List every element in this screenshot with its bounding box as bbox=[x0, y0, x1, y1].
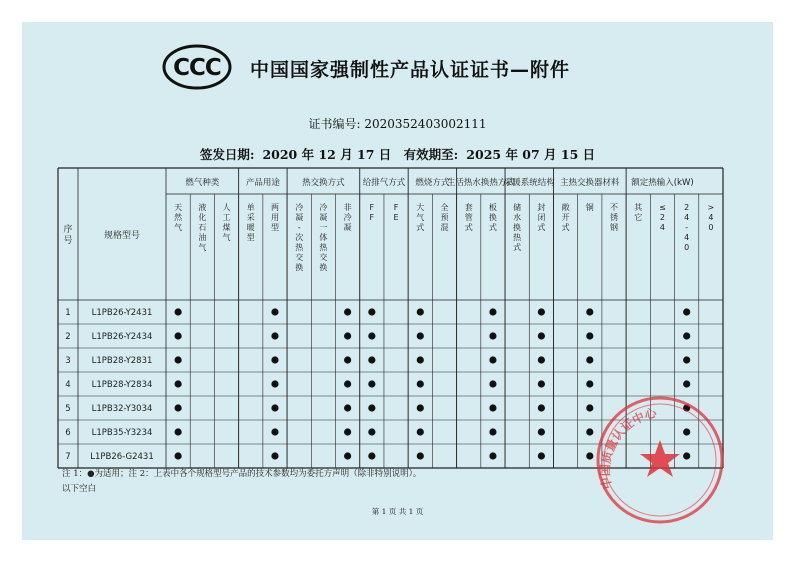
column-subheader: 式 bbox=[464, 223, 473, 232]
column-subheader: 敞 bbox=[561, 203, 570, 212]
applicable-dot bbox=[417, 380, 424, 387]
column-subheader: 暖 bbox=[246, 223, 255, 232]
group-header: 给排气方式 bbox=[362, 178, 406, 188]
applicable-dot bbox=[683, 332, 690, 339]
column-subheader: 混 bbox=[440, 223, 449, 232]
applicable-dot bbox=[538, 428, 545, 435]
column-subheader: E bbox=[393, 213, 399, 222]
applicable-dot bbox=[271, 380, 278, 387]
applicable-dot bbox=[683, 428, 690, 435]
applicable-dot bbox=[538, 308, 545, 315]
column-subheader: F bbox=[369, 203, 375, 212]
column-subheader: 单 bbox=[246, 203, 255, 212]
column-subheader: 热 bbox=[319, 243, 328, 252]
applicable-dot bbox=[538, 356, 545, 363]
column-subheader: 气 bbox=[222, 233, 231, 242]
applicable-dot bbox=[489, 404, 496, 411]
column-subheader: 式 bbox=[488, 223, 497, 232]
svg-text:中国质量认证中心: 中国质量认证中心 bbox=[598, 405, 658, 491]
applicable-dot bbox=[586, 404, 593, 411]
applicable-dot bbox=[175, 428, 182, 435]
applicable-dot bbox=[417, 332, 424, 339]
column-subheader: 封 bbox=[537, 203, 546, 212]
column-subheader: 2 bbox=[659, 213, 666, 222]
column-subheader: F bbox=[393, 203, 399, 212]
column-subheader: 气 bbox=[174, 223, 183, 232]
applicable-dot bbox=[368, 332, 375, 339]
footnote-blank: 以下空白 bbox=[62, 484, 97, 494]
applicable-dot bbox=[368, 404, 375, 411]
row-seq: 6 bbox=[65, 428, 71, 438]
applicable-dot bbox=[344, 452, 351, 459]
column-subheader: 型 bbox=[246, 233, 255, 242]
column-subheader: 工 bbox=[222, 213, 231, 222]
column-subheader: F bbox=[369, 213, 375, 222]
applicable-dot bbox=[489, 428, 496, 435]
column-subheader: 两 bbox=[270, 203, 279, 212]
applicable-dot bbox=[271, 332, 278, 339]
row-model: L1PB35-Y3234 bbox=[91, 428, 153, 438]
row-seq: 7 bbox=[65, 452, 71, 462]
column-subheader: 然 bbox=[174, 213, 183, 222]
column-subheader: 热 bbox=[295, 243, 304, 252]
column-subheader: 套 bbox=[464, 203, 473, 212]
applicable-dot bbox=[489, 332, 496, 339]
footnote: 注 1：●为适用；注 2：上表中各个规格型号产品的技术参数均为委托方声明（除非特别说明）。 bbox=[62, 469, 422, 479]
applicable-dot bbox=[344, 380, 351, 387]
applicable-dot bbox=[489, 308, 496, 315]
group-header: 主热交换器材料 bbox=[560, 178, 620, 188]
applicable-dot bbox=[271, 308, 278, 315]
column-subheader: 气 bbox=[198, 243, 207, 252]
applicable-dot bbox=[489, 380, 496, 387]
column-subheader: 油 bbox=[198, 233, 207, 242]
applicable-dot bbox=[417, 308, 424, 315]
applicable-dot bbox=[683, 452, 690, 459]
applicable-dot bbox=[683, 308, 690, 315]
column-subheader: 式 bbox=[416, 223, 425, 232]
column-subheader: 次 bbox=[295, 233, 304, 242]
column-subheader: 其 bbox=[634, 203, 643, 212]
applicable-dot bbox=[271, 404, 278, 411]
row-model: L1PB28-Y2831 bbox=[91, 356, 153, 366]
column-subheader: 水 bbox=[513, 213, 522, 222]
applicable-dot bbox=[344, 404, 351, 411]
group-header: 产品用途 bbox=[245, 178, 280, 188]
column-subheader: 石 bbox=[198, 223, 207, 232]
applicable-dot bbox=[344, 356, 351, 363]
column-subheader: 冷 bbox=[319, 203, 328, 212]
group-header: 额定热输入(kW) bbox=[631, 178, 694, 188]
column-subheader: 钢 bbox=[610, 223, 619, 232]
row-model: L1PB32-Y3034 bbox=[91, 404, 153, 414]
column-subheader: 4 bbox=[684, 213, 690, 222]
applicable-dot bbox=[344, 308, 351, 315]
row-seq: 2 bbox=[65, 332, 71, 342]
applicable-dot bbox=[489, 452, 496, 459]
applicable-dot bbox=[368, 452, 375, 459]
row-model: L1PB26-G2431 bbox=[90, 452, 154, 462]
applicable-dot bbox=[586, 452, 593, 459]
column-subheader: > bbox=[707, 203, 715, 212]
column-subheader: 储 bbox=[513, 203, 522, 212]
column-subheader: 型 bbox=[270, 223, 279, 232]
row-model: L1PB26-Y2434 bbox=[91, 332, 153, 342]
applicable-dot bbox=[586, 332, 593, 339]
issue-date: 2020 年 12 月 17 日 bbox=[262, 147, 392, 162]
applicable-dot bbox=[368, 356, 375, 363]
column-subheader: 换 bbox=[488, 213, 497, 222]
column-subheader: 大 bbox=[416, 203, 425, 212]
column-subheader: 交 bbox=[319, 253, 328, 262]
column-subheader: 换 bbox=[513, 223, 522, 232]
column-subheader: 管 bbox=[464, 213, 473, 222]
column-subheader: 式 bbox=[561, 223, 570, 232]
column-subheader: 采 bbox=[246, 213, 255, 222]
column-subheader: 交 bbox=[295, 253, 304, 262]
applicable-dot bbox=[489, 356, 496, 363]
group-header: 燃气种类 bbox=[185, 178, 220, 188]
applicable-dot bbox=[538, 404, 545, 411]
column-subheader: - bbox=[685, 223, 689, 232]
column-subheader: 闭 bbox=[537, 213, 546, 222]
column-subheader: 气 bbox=[416, 213, 425, 222]
column-subheader: 4 bbox=[659, 223, 666, 232]
applicable-dot bbox=[271, 428, 278, 435]
column-subheader: 预 bbox=[440, 213, 449, 222]
column-subheader: 煤 bbox=[222, 223, 231, 232]
issue-label: 签发日期: bbox=[199, 147, 255, 162]
page-number: 第 1 页 共 1 页 bbox=[371, 507, 424, 516]
column-subheader: 它 bbox=[634, 213, 643, 222]
applicable-dot bbox=[271, 356, 278, 363]
column-subheader: 全 bbox=[440, 203, 449, 212]
seq-header: 号 bbox=[63, 236, 73, 246]
applicable-dot bbox=[417, 404, 424, 411]
applicable-dot bbox=[683, 404, 690, 411]
svg-text:CCC: CCC bbox=[173, 55, 221, 81]
group-header: 燃烧方式 bbox=[415, 178, 450, 188]
column-subheader: 人 bbox=[222, 203, 231, 212]
column-subheader: 化 bbox=[198, 213, 207, 222]
applicable-dot bbox=[538, 452, 545, 459]
row-model: L1PB28-Y2834 bbox=[91, 380, 153, 390]
applicable-dot bbox=[175, 332, 182, 339]
applicable-dot bbox=[175, 404, 182, 411]
applicable-dot bbox=[368, 380, 375, 387]
column-subheader: 凝 bbox=[319, 213, 328, 222]
applicable-dot bbox=[344, 428, 351, 435]
column-subheader: 换 bbox=[295, 263, 304, 272]
applicable-dot bbox=[344, 332, 351, 339]
column-subheader: 换 bbox=[319, 263, 328, 272]
column-subheader: 凝 bbox=[343, 223, 352, 232]
valid-label: 有效期至: bbox=[403, 147, 459, 162]
applicable-dot bbox=[368, 308, 375, 315]
column-subheader: 式 bbox=[513, 243, 522, 252]
column-subheader: 锈 bbox=[610, 213, 619, 222]
applicable-dot bbox=[417, 428, 424, 435]
seq-header: 序 bbox=[63, 225, 73, 235]
column-subheader: 0 bbox=[708, 223, 714, 232]
page-title: 中国国家强制性产品认证证书—附件 bbox=[250, 59, 571, 81]
model-header: 规格型号 bbox=[103, 231, 141, 241]
group-header: 热交换方式 bbox=[302, 178, 345, 188]
column-subheader: 液 bbox=[198, 203, 207, 212]
row-seq: 1 bbox=[65, 308, 71, 318]
applicable-dot bbox=[417, 356, 424, 363]
applicable-dot bbox=[683, 380, 690, 387]
group-header: 生活热水换热方式 bbox=[446, 178, 515, 188]
column-subheader: 铜 bbox=[585, 203, 594, 212]
applicable-dot bbox=[586, 308, 593, 315]
applicable-dot bbox=[417, 452, 424, 459]
group-header: 采暖系统结构 bbox=[503, 178, 555, 188]
column-subheader: 2 bbox=[684, 203, 690, 212]
applicable-dot bbox=[175, 452, 182, 459]
column-subheader: 4 bbox=[708, 213, 714, 222]
column-subheader: 4 bbox=[684, 233, 690, 242]
applicable-dot bbox=[586, 356, 593, 363]
column-subheader: 板 bbox=[488, 203, 497, 212]
applicable-dot bbox=[538, 380, 545, 387]
column-subheader: 式 bbox=[537, 223, 546, 232]
valid-date: 2025 年 07 月 15 日 bbox=[466, 147, 596, 162]
applicable-dot bbox=[175, 308, 182, 315]
applicable-dot bbox=[683, 356, 690, 363]
applicable-dot bbox=[368, 428, 375, 435]
applicable-dot bbox=[271, 452, 278, 459]
column-subheader: 开 bbox=[561, 213, 570, 222]
cert-no-value: 2020352403002111 bbox=[364, 117, 487, 131]
column-subheader: - bbox=[297, 223, 301, 232]
column-subheader: 热 bbox=[513, 233, 522, 242]
column-subheader: 用 bbox=[270, 213, 279, 222]
applicable-dot bbox=[175, 356, 182, 363]
row-seq: 5 bbox=[65, 404, 71, 414]
column-subheader: 不 bbox=[610, 203, 619, 212]
applicable-dot bbox=[586, 380, 593, 387]
column-subheader: 冷 bbox=[295, 203, 304, 212]
applicable-dot bbox=[586, 428, 593, 435]
applicable-dot bbox=[175, 380, 182, 387]
column-subheader: 冷 bbox=[343, 213, 352, 222]
column-subheader: 非 bbox=[343, 203, 352, 212]
row-model: L1PB26-Y2431 bbox=[91, 308, 153, 318]
column-subheader: 0 bbox=[684, 243, 690, 252]
applicable-dot bbox=[538, 332, 545, 339]
column-subheader: 体 bbox=[319, 233, 328, 242]
column-subheader: 凝 bbox=[295, 213, 304, 222]
row-seq: 3 bbox=[65, 356, 71, 366]
column-subheader: 天 bbox=[174, 203, 183, 212]
cert-no-label: 证书编号: bbox=[308, 117, 361, 131]
row-seq: 4 bbox=[65, 380, 71, 390]
column-subheader: ≤ bbox=[659, 203, 666, 212]
column-subheader: 一 bbox=[319, 223, 328, 232]
